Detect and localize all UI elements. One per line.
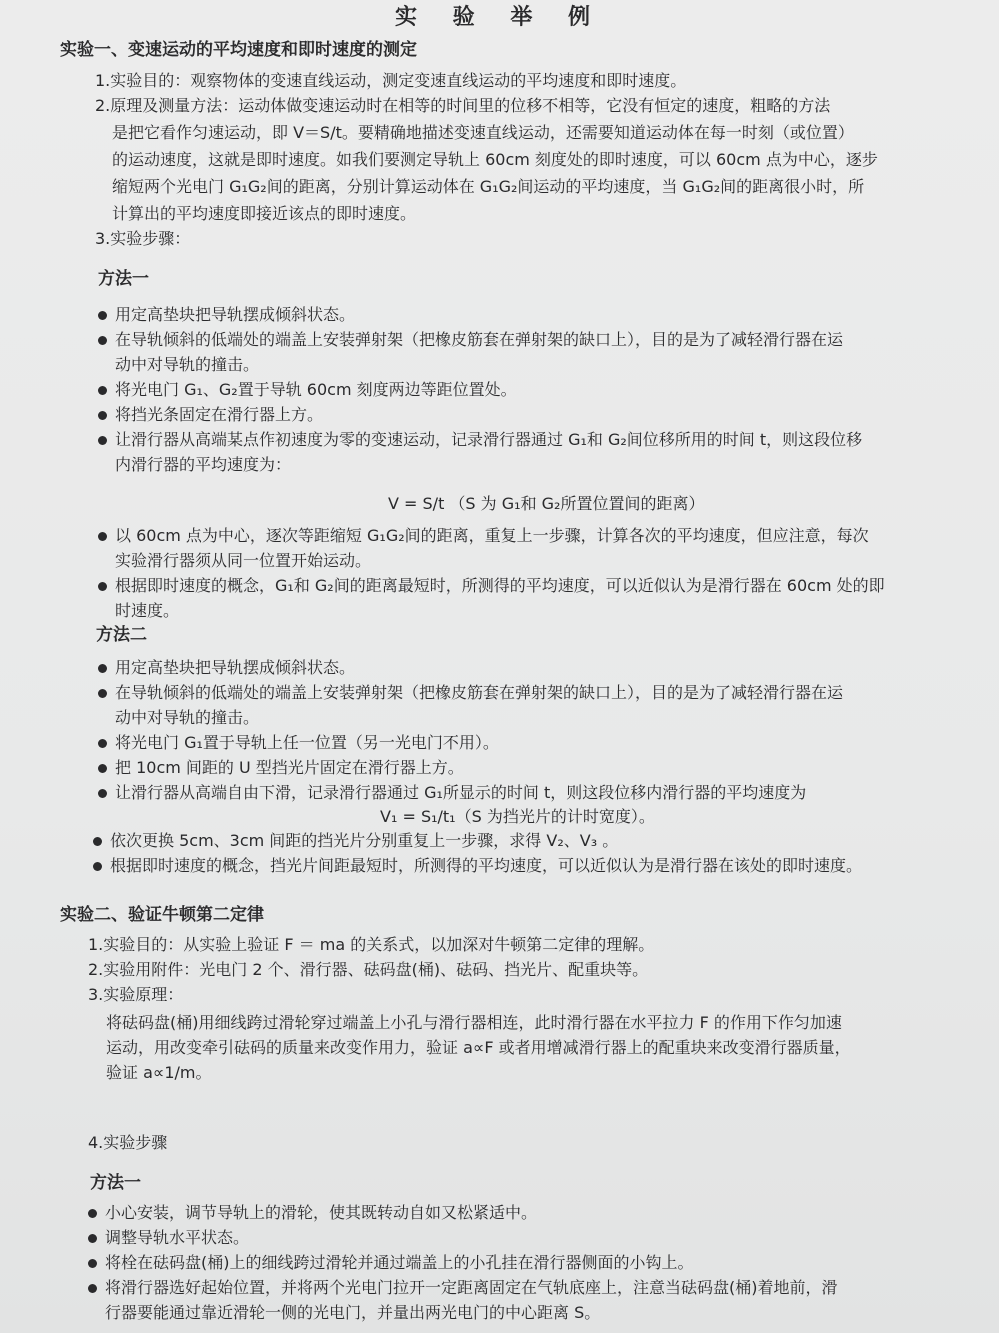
exp2-principle-line: 运动，用改变牵引砝码的质量来改变作用力，验证 a∝F 或者用增减滑行器上的配重块来改变滑行器质量， xyxy=(106,1038,851,1057)
bullet-icon xyxy=(88,1284,97,1293)
bullet-icon xyxy=(98,386,107,395)
exp1-method1-list-b xyxy=(95,523,885,623)
exp1-method1-title: 方法一 xyxy=(98,269,149,289)
bullet-icon xyxy=(88,1234,97,1243)
bullet-icon xyxy=(88,1209,97,1218)
bullet-icon xyxy=(98,311,107,320)
bullet-icon xyxy=(98,664,107,673)
list-item: 用定高垫块把导轨摆成倾斜状态。 xyxy=(95,655,843,680)
bullet-icon xyxy=(98,739,107,748)
list-item: 将滑行器选好起始位置，并将两个光电门拉开一定距离固定在气轨底座上，注意当砝码盘(桶)着地前，滑 行器要能通过靠近滑轮一侧的光电门，并量出两光电门的中心距离 S。 xyxy=(85,1275,838,1325)
list-item: 让滑行器从高端某点作初速度为零的变速运动，记录滑行器通过 G₁和 G₂间位移所用的时间 t，则这段位移 内滑行器的平均速度为： xyxy=(95,427,862,477)
list-item: 根据即时速度的概念，G₁和 G₂间的距离最短时，所测得的平均速度，可以近似认为是滑行器在 60cm 处的即 时速度。 xyxy=(95,573,885,623)
list-item: 调整导轨水平状态。 xyxy=(85,1225,838,1250)
list-item: 将光电门 G₁置于导轨上任一位置（另一光电门不用）。 xyxy=(95,730,843,755)
exp1-method2-list-b xyxy=(90,828,862,878)
exp2-intro-line: 3.实验原理： xyxy=(88,985,184,1004)
bullet-icon xyxy=(98,789,107,798)
exp2-principle-line: 将砝码盘(桶)用细线跨过滑轮穿过端盖上小孔与滑行器相连，此时滑行器在水平拉力 F 的作用下作匀加速 xyxy=(106,1013,842,1032)
exp1-method2-list xyxy=(95,655,843,805)
exp2-principle xyxy=(106,1010,851,1085)
exp1-intro-line: 3.实验步骤： xyxy=(95,229,191,248)
bullet-icon xyxy=(93,837,102,846)
exp1-intro-line: 是把它看作匀速运动，即 V＝S/t。要精确地描述变速直线运动，还需要知道运动体在每一时刻（或位置） xyxy=(112,123,854,142)
exp2-method1-title: 方法一 xyxy=(90,1173,141,1193)
exp1-method2-formula: V₁ = S₁/t₁（S 为挡光片的计时宽度）。 xyxy=(380,807,655,826)
list-item: 小心安装，调节导轨上的滑轮，使其既转动自如又松紧适中。 xyxy=(85,1200,838,1225)
list-item: 将栓在砝码盘(桶)上的细线跨过滑轮并通过端盖上的小孔挂在滑行器侧面的小钩上。 xyxy=(85,1250,838,1275)
exp1-intro xyxy=(95,68,878,251)
list-item: 用定高垫块把导轨摆成倾斜状态。 xyxy=(95,302,862,327)
exp1-method1-formula: V = S/t （S 为 G₁和 G₂所置位置间的距离） xyxy=(388,494,705,513)
exp1-intro-line: 的运动速度，这就是即时速度。如我们要测定导轨上 60cm 刻度处的即时速度，可以 60cm 点为中心，逐步 xyxy=(112,150,878,169)
list-item: 让滑行器从高端自由下滑，记录滑行器通过 G₁所显示的时间 t，则这段位移内滑行器的平均速度为 xyxy=(95,780,843,805)
exp1-method1-list xyxy=(95,302,862,477)
bullet-icon xyxy=(98,582,107,591)
list-item: 依次更换 5cm、3cm 间距的挡光片分别重复上一步骤，求得 V₂、V₃ 。 xyxy=(90,828,862,853)
list-item: 在导轨倾斜的低端处的端盖上安装弹射架（把橡皮筋套在弹射架的缺口上），目的是为了减轻滑行器在运 动中对导轨的撞击。 xyxy=(95,680,843,730)
bullet-icon xyxy=(93,862,102,871)
list-item: 把 10cm 间距的 U 型挡光片固定在滑行器上方。 xyxy=(95,755,843,780)
list-item: 以 60cm 点为中心，逐次等距缩短 G₁G₂间的距离，重复上一步骤，计算各次的平均速度，但应注意，每次 实验滑行器须从同一位置开始运动。 xyxy=(95,523,885,573)
exp1-intro-line: 1.实验目的：观察物体的变速直线运动，测定变速直线运动的平均速度和即时速度。 xyxy=(95,71,687,90)
exp2-heading: 实验二、验证牛顿第二定律 xyxy=(60,905,264,925)
exp2-method1-list xyxy=(85,1200,838,1325)
list-item: 将挡光条固定在滑行器上方。 xyxy=(95,402,862,427)
page-title: 实 验 举 例 xyxy=(395,5,604,30)
exp1-intro-line: 缩短两个光电门 G₁G₂间的距离，分别计算运动体在 G₁G₂间运动的平均速度，当 G₁G₂间的距离很小时，所 xyxy=(112,177,865,196)
bullet-icon xyxy=(98,689,107,698)
list-item: 在导轨倾斜的低端处的端盖上安装弹射架（把橡皮筋套在弹射架的缺口上），目的是为了减轻滑行器在运 动中对导轨的撞击。 xyxy=(95,327,862,377)
bullet-icon xyxy=(98,336,107,345)
list-item: 根据即时速度的概念，挡光片间距最短时，所测得的平均速度，可以近似认为是滑行器在该处的即时速度。 xyxy=(90,853,862,878)
exp1-heading: 实验一、变速运动的平均速度和即时速度的测定 xyxy=(60,40,417,60)
exp2-steps-label: 4.实验步骤 xyxy=(88,1133,168,1152)
bullet-icon xyxy=(98,411,107,420)
bullet-icon xyxy=(98,532,107,541)
exp1-method2-title: 方法二 xyxy=(96,625,147,645)
exp1-intro-line: 2.原理及测量方法：运动体做变速运动时在相等的时间里的位移不相等，它没有恒定的速度，粗略的方法 xyxy=(95,96,831,115)
list-item: 将光电门 G₁、G₂置于导轨 60cm 刻度两边等距位置处。 xyxy=(95,377,862,402)
exp1-intro-line: 计算出的平均速度即接近该点的即时速度。 xyxy=(112,204,417,223)
bullet-icon xyxy=(88,1259,97,1268)
bullet-icon xyxy=(98,764,107,773)
bullet-icon xyxy=(98,436,107,445)
exp2-intro-line: 2.实验用附件：光电门 2 个、滑行器、砝码盘(桶)、砝码、挡光片、配重块等。 xyxy=(88,960,649,979)
exp2-intro-line: 1.实验目的：从实验上验证 F ＝ ma 的关系式，以加深对牛顿第二定律的理解。 xyxy=(88,935,655,954)
exp2-intro xyxy=(88,932,654,1007)
exp2-principle-line: 验证 a∝1/m。 xyxy=(106,1063,212,1082)
